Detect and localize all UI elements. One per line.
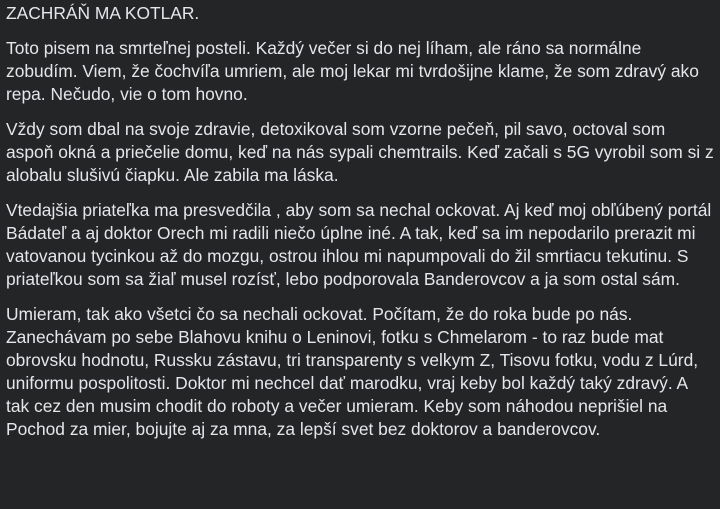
post-paragraph-4: Umieram, tak ako všetci čo sa nechali ockovat. Počítam, že do roka bude po nás. Zanechávam po sebe Blahovu knihu o Leninovi, fotku s Chmelarom - to raz bude mat obrovsku hodnotu, Russku zástavu, tri transparenty s velkym Z, Tisovu fotku, vodu z Lúrd, uniformu pospolitosti. Doktor mi nechcel dať marodku, vraj keby bol každý taký zdravý. A tak cez den musim chodit do roboty a večer umieram. Keby som náhodou neprišiel na Pochod za mier, bojujte aj za mna, za lepší svet bez doktorov a banderovcov.: [6, 304, 699, 439]
post-paragraph-1: Toto pisem na smrteľnej posteli. Každý večer si do nej líham, ale ráno sa normálne zobudím. Viem, že čochvíľa umriem, ale moj lekar mi tvrdošijne klame, že som zdravý ako repa. Nečudo, vie o tom hovno.: [6, 38, 699, 104]
post-paragraph-3: Vtedajšia priateľka ma presvedčila , aby som sa nechal ockovat. Aj keď moj obľúbený portál Bádateľ a aj doktor Orech mi radili niečo úplne iné. A tak, keď sa im nepodarilo prerazit mi vatovanou tycinkou až do mozgu, ostrou ihlou mi napumpovali do žil smrtiacu tekutinu. S priateľkou som sa žiaľ musel rozísť, lebo podporovala Banderovcov a ja som ostal sám.: [6, 200, 712, 289]
post-paragraph-2: Vždy som dbal na svoje zdravie, detoxikoval som vzorne pečeň, pil savo, octoval som aspoň okná a priečelie domu, keď na nás sypali chemtrails. Keď začali s 5G vyrobil som si z alobalu slušivú čiapku. Ale zabila ma láska.: [6, 119, 714, 185]
post-title: ZACHRÁŇ MA KOTLAR.: [6, 3, 200, 23]
